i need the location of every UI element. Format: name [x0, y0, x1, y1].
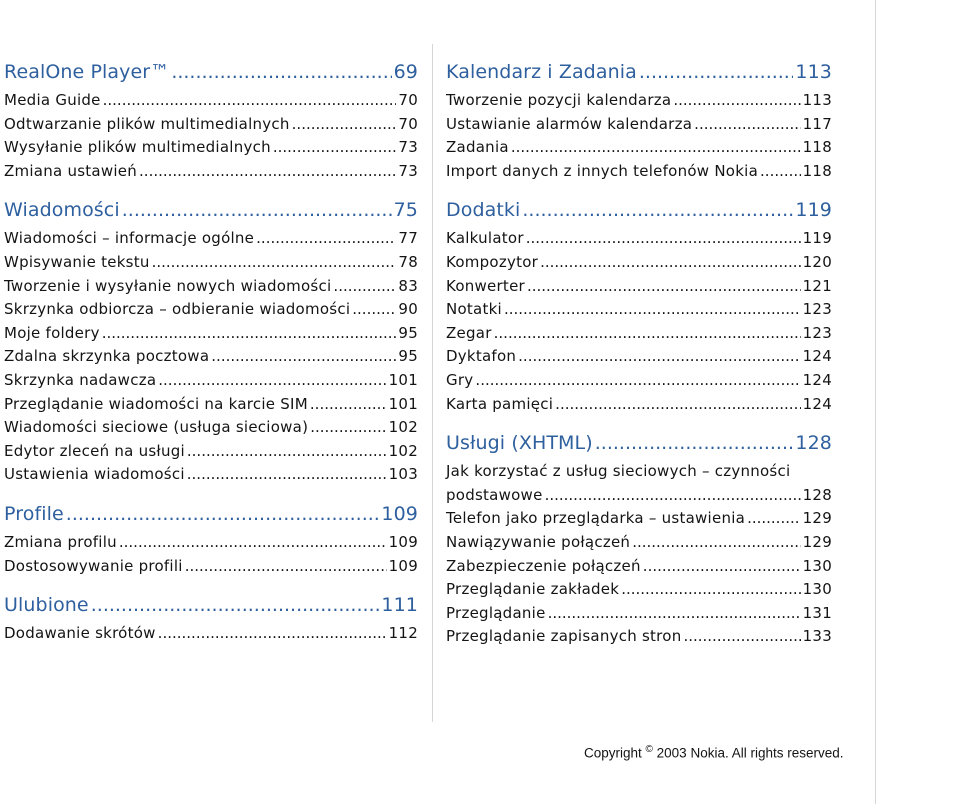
entry-page-number: 73: [398, 138, 418, 157]
toc-entry[interactable]: [446, 89, 832, 113]
toc-entry[interactable]: [4, 463, 418, 487]
entry-page-number: 118: [802, 138, 832, 157]
toc-right-column: [446, 56, 832, 660]
dot-leader: [639, 56, 794, 89]
entry-last-line: [446, 484, 832, 508]
toc-entry[interactable]: [4, 531, 418, 555]
entry-title: Tworzenie pozycji kalendarza: [446, 91, 672, 109]
entry-title: Skrzynka odbiorcza – odbieranie wiadomości: [4, 300, 351, 319]
toc-entry[interactable]: [4, 369, 418, 393]
toc-entry[interactable]: [4, 416, 418, 440]
toc-entry[interactable]: [4, 160, 418, 184]
dot-leader: [310, 393, 387, 417]
toc-section: [446, 427, 832, 649]
section-title: Usługi (XHTML): [446, 432, 593, 455]
section-page-number: 119: [795, 199, 832, 222]
dot-leader: [119, 531, 387, 555]
dot-leader: [760, 160, 801, 184]
section-page-number: 113: [795, 61, 832, 83]
dot-leader: [526, 227, 801, 251]
dot-leader: [103, 89, 397, 113]
entry-page-number: 117: [802, 114, 832, 133]
section-page-number: 75: [393, 199, 418, 222]
entry-title: Jak korzystać z usług sieciowych – czynności: [446, 462, 791, 481]
section-title: RealOne Player™: [4, 61, 170, 83]
dot-leader: [292, 113, 397, 137]
dot-leader: [643, 555, 801, 579]
toc-entry[interactable]: [446, 555, 832, 579]
entry-title: Kalkulator: [446, 229, 524, 248]
entry-page-number: 95: [398, 347, 418, 366]
toc-entry[interactable]: [446, 322, 832, 346]
entry-title: Import danych z innych telefonów Nokia: [446, 161, 759, 180]
entry-title: Ustawienia wiadomości: [4, 465, 185, 484]
toc-entry[interactable]: [446, 160, 832, 184]
dot-leader: [273, 136, 397, 160]
entry-page-number: 70: [398, 114, 418, 133]
entry-title: Przeglądanie wiadomości na karcie SIM: [4, 394, 308, 413]
entry-title: Dostosowywanie profili: [4, 556, 183, 575]
dot-leader: [310, 416, 386, 440]
section-title: Dodatki: [446, 199, 521, 222]
entry-page-number: 112: [388, 624, 418, 643]
entry-page-number: 119: [802, 229, 832, 248]
entry-page-number: 102: [388, 418, 418, 437]
entry-title: Dodawanie skrótów: [4, 624, 156, 643]
entry-page-number: 128: [802, 485, 832, 504]
entry-title: Przeglądanie zapisanych stron: [446, 627, 682, 646]
toc-entry[interactable]: [4, 440, 418, 464]
toc-section: [4, 194, 418, 487]
dot-leader: [683, 625, 800, 649]
entry-page-number: 109: [388, 556, 418, 575]
section-title: Profile: [4, 502, 64, 525]
entry-page-number: 124: [802, 347, 832, 366]
toc-entry[interactable]: [446, 227, 832, 251]
dot-leader: [747, 507, 801, 531]
entry-title: Skrzynka nadawcza: [4, 370, 157, 389]
entry-title: Wysyłanie plików multimedialnych: [4, 138, 271, 157]
section-heading-wiadomosci[interactable]: [4, 194, 418, 227]
entry-page-number: 130: [802, 556, 832, 575]
toc-entry[interactable]: [4, 251, 418, 275]
toc-entry[interactable]: [446, 625, 832, 649]
dot-leader: [504, 298, 801, 322]
dot-leader: [256, 227, 396, 251]
toc-entry[interactable]: [446, 275, 832, 299]
dot-leader: [595, 427, 794, 460]
toc-entry[interactable]: [4, 622, 418, 646]
dot-leader: [522, 194, 793, 227]
toc-entry[interactable]: [4, 227, 418, 251]
toc-entry[interactable]: [446, 531, 832, 555]
section-heading-ulubione[interactable]: [4, 589, 418, 622]
entry-title: Media Guide: [4, 91, 101, 109]
toc-entry[interactable]: [446, 345, 832, 369]
dot-leader: [102, 322, 397, 346]
toc-entry[interactable]: [446, 602, 832, 626]
section-page-number: 128: [795, 432, 832, 455]
entry-page-number: 77: [398, 229, 418, 248]
entry-title: Wpisywanie tekstu: [4, 252, 150, 271]
section-heading-uslugi-xhtml[interactable]: [446, 427, 832, 460]
column-divider: [432, 44, 433, 722]
entry-title: Telefon jako przeglądarka – ustawienia: [446, 509, 746, 528]
section-heading-profile[interactable]: [4, 498, 418, 531]
dot-leader: [494, 322, 801, 346]
section-title: Kalendarz i Zadania: [446, 61, 637, 83]
toc-entry[interactable]: [446, 298, 832, 322]
entry-page-number: 120: [802, 252, 832, 271]
section-heading-realone-player[interactable]: [4, 56, 418, 89]
dot-leader: [187, 440, 387, 464]
entry-title: Nawiązywanie połączeń: [446, 532, 631, 551]
entry-title: Dyktafon: [446, 347, 517, 366]
section-title: Ulubione: [4, 594, 89, 617]
section-title: Wiadomości: [4, 199, 120, 222]
entry-page-number: 129: [802, 509, 832, 528]
section-page-number: 111: [381, 594, 418, 617]
entry-page-number: 133: [802, 627, 832, 646]
entry-page-number: 103: [388, 465, 418, 484]
dot-leader: [66, 498, 380, 531]
entry-page-number: 101: [388, 370, 418, 389]
entry-title: Zmiana ustawień: [4, 161, 138, 180]
toc-section: [4, 56, 418, 183]
entry-title: Tworzenie i wysyłanie nowych wiadomości: [4, 276, 332, 295]
copyright-notice: Copyright © 2003 Nokia. All rights reserved.: [584, 744, 844, 761]
dot-leader: [158, 622, 387, 646]
toc-left-column: [4, 56, 418, 657]
entry-page-number: 131: [802, 603, 832, 622]
section-heading-dodatki[interactable]: [446, 194, 832, 227]
dot-leader: [511, 136, 801, 160]
entry-title: Przeglądanie: [446, 603, 546, 622]
dot-leader: [185, 555, 387, 579]
dot-leader: [333, 275, 396, 299]
entry-page-number: 70: [398, 91, 418, 109]
entry-title: Zabezpieczenie połączeń: [446, 556, 641, 575]
section-page-number: 109: [381, 502, 418, 525]
entry-title: Karta pamięci: [446, 394, 554, 413]
dot-leader: [555, 393, 800, 417]
dot-leader: [673, 89, 800, 113]
entry-page-number: 90: [398, 300, 418, 319]
section-page-number: 69: [393, 61, 418, 83]
dot-leader: [475, 369, 800, 393]
toc-entry[interactable]: [4, 275, 418, 299]
entry-page-number: 118: [802, 161, 832, 180]
toc-section: [4, 589, 418, 646]
entry-title: Wiadomości sieciowe (usługa sieciowa): [4, 418, 309, 437]
entry-page-number: 121: [802, 276, 832, 295]
entry-page-number: 83: [398, 276, 418, 295]
toc-entry[interactable]: [446, 460, 832, 507]
toc-entry[interactable]: [4, 136, 418, 160]
dot-leader: [632, 531, 800, 555]
dot-leader: [152, 251, 397, 275]
toc-entry[interactable]: [446, 393, 832, 417]
entry-page-number: 78: [398, 252, 418, 271]
entry-page-number: 73: [398, 161, 418, 180]
entry-page-number: 95: [398, 323, 418, 342]
entry-page-number: 124: [802, 394, 832, 413]
dot-leader: [91, 589, 380, 622]
toc-entry[interactable]: [4, 113, 418, 137]
section-heading-kalendarz-i-zadania[interactable]: [446, 56, 832, 89]
dot-leader: [171, 56, 391, 89]
dot-leader: [158, 369, 386, 393]
toc-section: [446, 56, 832, 183]
toc-entry[interactable]: [446, 136, 832, 160]
toc-section: [4, 498, 418, 578]
entry-title-continued: podstawowe: [446, 485, 543, 504]
dot-leader: [548, 602, 801, 626]
toc-entry[interactable]: [4, 89, 418, 113]
dot-leader: [527, 275, 801, 299]
toc-entry[interactable]: [4, 322, 418, 346]
toc-entry[interactable]: [446, 507, 832, 531]
entry-page-number: 101: [388, 394, 418, 413]
dot-leader: [621, 578, 800, 602]
dot-leader: [694, 113, 800, 137]
toc-entry[interactable]: [446, 251, 832, 275]
toc-entry[interactable]: [446, 369, 832, 393]
entry-title: Moje foldery: [4, 323, 100, 342]
entry-page-number: 123: [802, 300, 832, 319]
entry-page-number: 102: [388, 441, 418, 460]
entry-title: Kompozytor: [446, 252, 539, 271]
entry-title: Odtwarzanie plików multimedialnych: [4, 114, 290, 133]
dot-leader: [211, 345, 396, 369]
entry-page-number: 113: [802, 91, 832, 109]
entry-title: Ustawianie alarmów kalendarza: [446, 114, 693, 133]
entry-title: Konwerter: [446, 276, 525, 295]
dot-leader: [139, 160, 396, 184]
entry-title: Zegar: [446, 323, 492, 342]
entry-page-number: 124: [802, 370, 832, 389]
dot-leader: [540, 251, 801, 275]
entry-title: Zdalna skrzynka pocztowa: [4, 347, 210, 366]
toc-entry[interactable]: [446, 578, 832, 602]
toc-entry[interactable]: [4, 393, 418, 417]
dot-leader: [187, 463, 387, 487]
entry-title: Zmiana profilu: [4, 532, 117, 551]
toc-entry[interactable]: [4, 298, 418, 322]
toc-entry[interactable]: [4, 345, 418, 369]
entry-page-number: 130: [802, 580, 832, 599]
entry-title: Zadania: [446, 138, 509, 157]
dot-leader: [122, 194, 392, 227]
toc-section: [446, 194, 832, 416]
entry-title: Gry: [446, 370, 474, 389]
dot-leader: [545, 484, 801, 508]
entry-title: Edytor zleceń na usługi: [4, 441, 185, 460]
entry-title: Wiadomości – informacje ogólne: [4, 229, 255, 248]
toc-entry[interactable]: [4, 555, 418, 579]
entry-page-number: 129: [802, 532, 832, 551]
page-edge-line: [875, 0, 876, 804]
entry-page-number: 109: [388, 532, 418, 551]
entry-page-number: 123: [802, 323, 832, 342]
entry-title: Przeglądanie zakładek: [446, 580, 620, 599]
toc-entry[interactable]: [446, 113, 832, 137]
entry-title: Notatki: [446, 300, 502, 319]
dot-leader: [518, 345, 800, 369]
dot-leader: [352, 298, 396, 322]
